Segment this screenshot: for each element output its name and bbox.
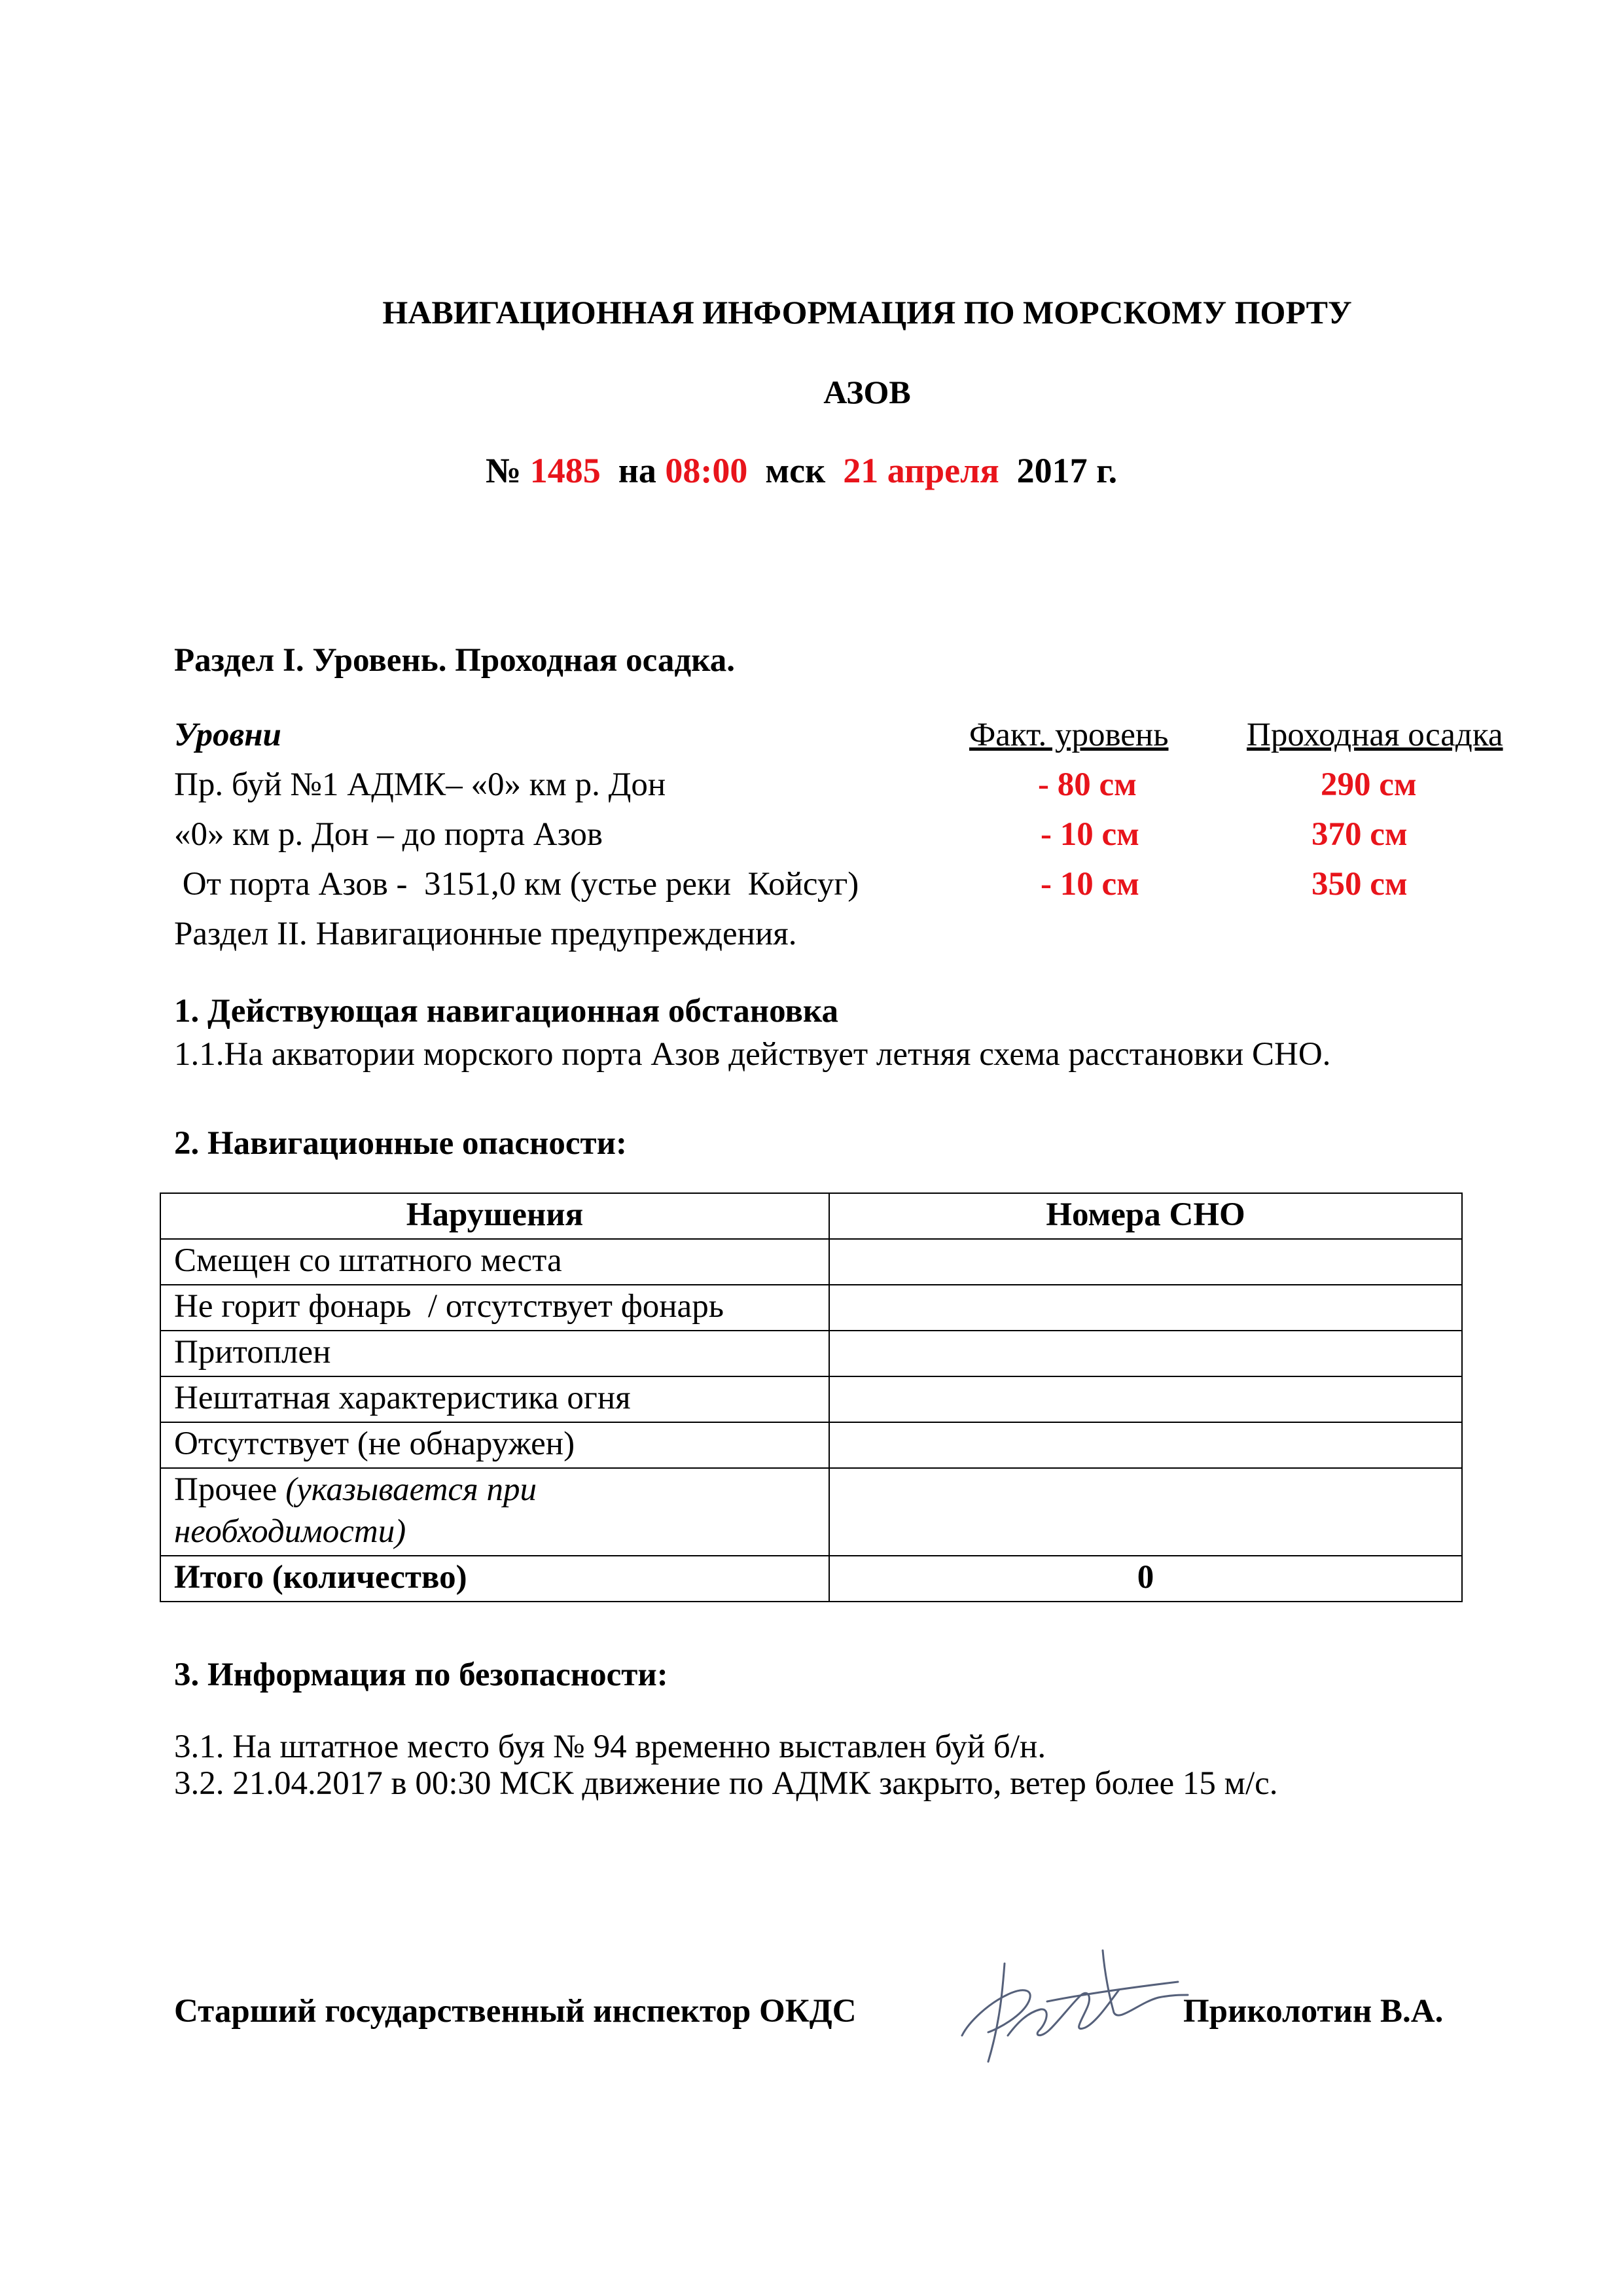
timezone: мск (765, 451, 826, 490)
signatory-name: Приколотин В.А. (1183, 1993, 1444, 2030)
row-label: Отсутствует (не обнаружен) (160, 1422, 829, 1468)
level-row-name: От порта Азов - 3151,0 км (устье реки Койсуг) (174, 866, 859, 903)
table-header-row (160, 1193, 1462, 1239)
col-passing-draft: Проходная осадка (1247, 717, 1503, 753)
row-value (829, 1285, 1462, 1331)
table-row (160, 1239, 1462, 1285)
document-title: НАВИГАЦИОННАЯ ИНФОРМАЦИЯ ПО МОРСКОМУ ПОРТУ (382, 294, 1352, 331)
bulletin-line (486, 450, 1117, 491)
bulletin-date: 21 апреля (843, 451, 999, 490)
other-label: Прочее (174, 1471, 277, 1508)
level-row-name: Пр. буй №1 АДМК– «0» км р. Дон (174, 766, 666, 803)
table-row (160, 1331, 1462, 1376)
item1-text: 1.1.На акватории морского порта Азов действует летняя схема расстановки СНО. (174, 1036, 1331, 1073)
level-row-actual: - 10 см (1041, 866, 1139, 903)
safety-line-1: 3.1. На штатное место буя № 94 временно выставлен буй б/н. (174, 1729, 1046, 1765)
hazards-table (160, 1193, 1463, 1602)
other-note: (указывается при (285, 1471, 537, 1508)
row-label: Не горит фонарь / отсутствует фонарь (160, 1285, 829, 1331)
row-value (829, 1468, 1462, 1556)
safety-line-2: 3.2. 21.04.2017 в 00:30 МСК движение по АДМК закрыто, ветер более 15 м/с. (174, 1765, 1278, 1802)
port-name: АЗОВ (823, 374, 911, 410)
row-label-other (160, 1468, 829, 1556)
table-row (160, 1422, 1462, 1468)
total-value: 0 (829, 1556, 1462, 1602)
levels-label: Уровни (174, 717, 281, 753)
bulletin-number: 1485 (529, 451, 601, 490)
section2-heading: Раздел II. Навигационные предупреждения. (174, 916, 797, 952)
total-label: Итого (количество) (160, 1556, 829, 1602)
level-row-draft: 350 см (1311, 866, 1408, 903)
table-row (160, 1376, 1462, 1422)
col-actual-level: Факт. уровень (969, 717, 1169, 753)
at-word: на (618, 451, 656, 490)
row-value (829, 1422, 1462, 1468)
number-prefix: № (486, 451, 522, 490)
table-row-total (160, 1556, 1462, 1602)
row-label: Смещен со штатного места (160, 1239, 829, 1285)
row-label: Притоплен (160, 1331, 829, 1376)
bulletin-time: 08:00 (665, 451, 748, 490)
section3-heading: 3. Информация по безопасности: (174, 1657, 668, 1693)
row-label: Нештатная характеристика огня (160, 1376, 829, 1422)
row-value (829, 1376, 1462, 1422)
table-row (160, 1285, 1462, 1331)
signatory-position: Старший государственный инспектор ОКДС (174, 1993, 857, 2030)
signature-image (942, 1924, 1191, 2075)
level-row-actual: - 80 см (1038, 766, 1137, 803)
row-value (829, 1239, 1462, 1285)
level-row-draft: 290 см (1321, 766, 1417, 803)
table-header-violations: Нарушения (160, 1193, 829, 1239)
table-row-other (160, 1468, 1462, 1556)
row-value (829, 1331, 1462, 1376)
other-note-cont: необходимости) (174, 1513, 406, 1550)
bulletin-year: 2017 г. (1016, 451, 1118, 490)
level-row-name: «0» км р. Дон – до порта Азов (174, 816, 603, 853)
item2-heading: 2. Навигационные опасности: (174, 1125, 627, 1162)
level-row-draft: 370 см (1311, 816, 1408, 853)
level-row-actual: - 10 см (1041, 816, 1139, 853)
item1-heading: 1. Действующая навигационная обстановка (174, 993, 839, 1030)
section1-heading: Раздел I. Уровень. Проходная осадка. (174, 642, 736, 679)
table-header-aids-numbers: Номера СНО (829, 1193, 1462, 1239)
